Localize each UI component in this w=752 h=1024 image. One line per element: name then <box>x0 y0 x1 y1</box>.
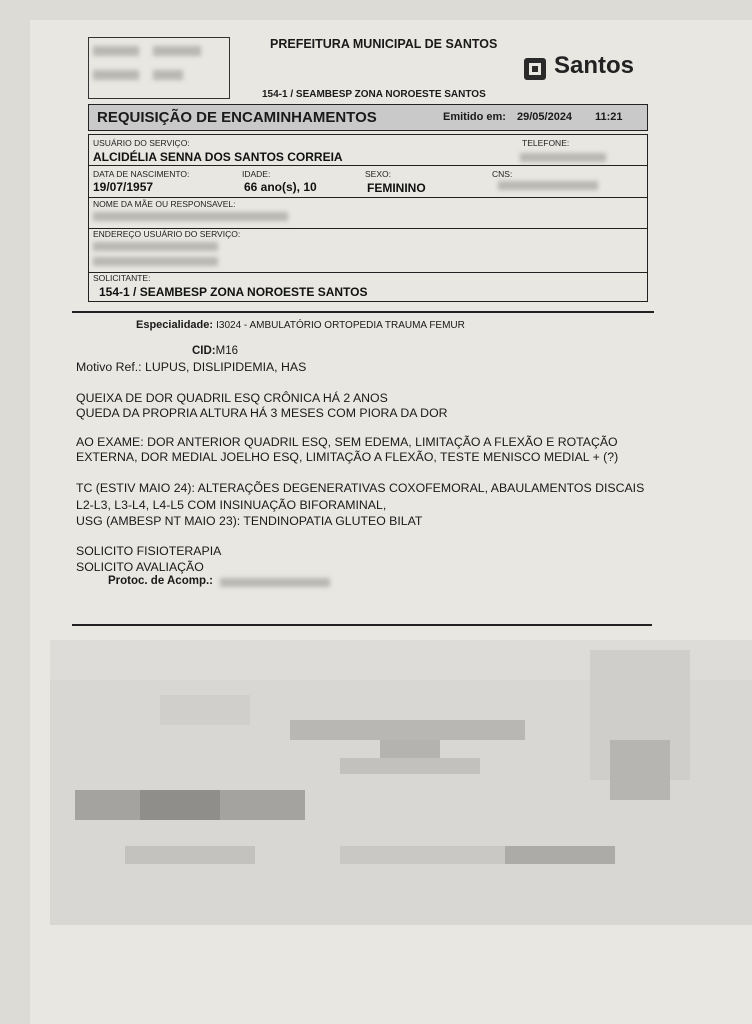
cns-label: CNS: <box>492 169 513 179</box>
referral-line: USG (AMBESP NT MAIO 23): TENDINOPATIA GLUTEO BILAT <box>76 514 423 528</box>
blurred-info-box <box>88 37 230 99</box>
coat-of-arms-icon <box>520 56 550 84</box>
referral-line: QUEDA DA PROPRIA ALTURA HÁ 3 MESES COM PIORA DA DOR <box>76 406 448 420</box>
telefone-label: TELEFONE: <box>522 138 570 148</box>
referral-line: L2-L3, L3-L4, L4-L5 COM INSINUAÇÃO BIFORAMINAL, <box>76 498 387 512</box>
referral-line: QUEIXA DE DOR QUADRIL ESQ CRÔNICA HÁ 2 ANOS <box>76 391 388 405</box>
sexo-label: SEXO: <box>365 169 391 179</box>
idade-value: 66 ano(s), 10 <box>244 180 317 194</box>
divider-top <box>72 311 654 313</box>
emitido-label: Emitido em: <box>443 111 506 123</box>
motivo-label: Motivo Ref.: <box>76 360 142 374</box>
redacted-signature-area <box>50 640 752 925</box>
mae-label: NOME DA MÃE OU RESPONSAVEL: <box>93 199 236 209</box>
cns-redacted <box>498 181 598 190</box>
mae-redacted <box>93 212 288 221</box>
cid-row <box>192 345 238 357</box>
motivo-row <box>76 360 306 374</box>
solicitante-value: 154-1 / SEAMBESP ZONA NOROESTE SANTOS <box>99 285 368 299</box>
referral-line: EXTERNA, DOR MEDIAL JOELHO ESQ, LIMITAÇÃO A FLEXÃO, TESTE MENISCO MEDIAL + (?) <box>76 450 619 464</box>
referral-line: SOLICITO FISIOTERAPIA <box>76 544 222 558</box>
referral-line: TC (ESTIV MAIO 24): ALTERAÇÕES DEGENERATIVAS COXOFEMORAL, ABAULAMENTOS DISCAIS <box>76 481 645 495</box>
unit-header: 154-1 / SEAMBESP ZONA NOROESTE SANTOS <box>262 89 486 100</box>
nascimento-label: DATA DE NASCIMENTO: <box>93 169 190 179</box>
cid-label: CID: <box>192 345 216 357</box>
motivo-value: LUPUS, DISLIPIDEMIA, HAS <box>145 360 307 374</box>
document-title: REQUISIÇÃO DE ENCAMINHAMENTOS <box>97 109 377 126</box>
endereco-redacted-2 <box>93 257 218 266</box>
endereco-label: ENDEREÇO USUÁRIO DO SERVIÇO: <box>93 229 241 239</box>
referral-line: SOLICITO AVALIAÇÃO <box>76 560 204 574</box>
especialidade-value: I3024 - AMBULATÓRIO ORTOPEDIA TRAUMA FEMUR <box>216 320 465 331</box>
emitido-date: 29/05/2024 <box>517 111 573 123</box>
prefeitura-title: PREFEITURA MUNICIPAL DE SANTOS <box>270 37 498 51</box>
usuario-value: ALCIDÉLIA SENNA DOS SANTOS CORREIA <box>93 150 343 164</box>
protoc-label: Protoc. de Acomp.: <box>108 575 213 587</box>
especialidade-row <box>136 319 465 331</box>
usuario-label: USUÁRIO DO SERVIÇO: <box>93 138 190 148</box>
solicitante-label: SOLICITANTE: <box>93 273 151 283</box>
logo-text: Santos <box>554 52 635 79</box>
idade-label: IDADE: <box>242 169 271 179</box>
cid-value: M16 <box>215 345 239 357</box>
nascimento-value: 19/07/1957 <box>93 180 154 194</box>
referral-line: AO EXAME: DOR ANTERIOR QUADRIL ESQ, SEM EDEMA, LIMITAÇÃO A FLEXÃO E ROTAÇÃO <box>76 435 618 449</box>
especialidade-label: Especialidade: <box>136 319 214 331</box>
emitido-time: 11:21 <box>595 111 623 123</box>
protoc-redacted <box>220 578 330 587</box>
sexo-value: FEMININO <box>367 181 426 195</box>
title-bar <box>88 104 648 131</box>
telefone-redacted <box>520 153 606 162</box>
divider-bottom <box>72 624 652 626</box>
endereco-redacted-1 <box>93 242 218 251</box>
